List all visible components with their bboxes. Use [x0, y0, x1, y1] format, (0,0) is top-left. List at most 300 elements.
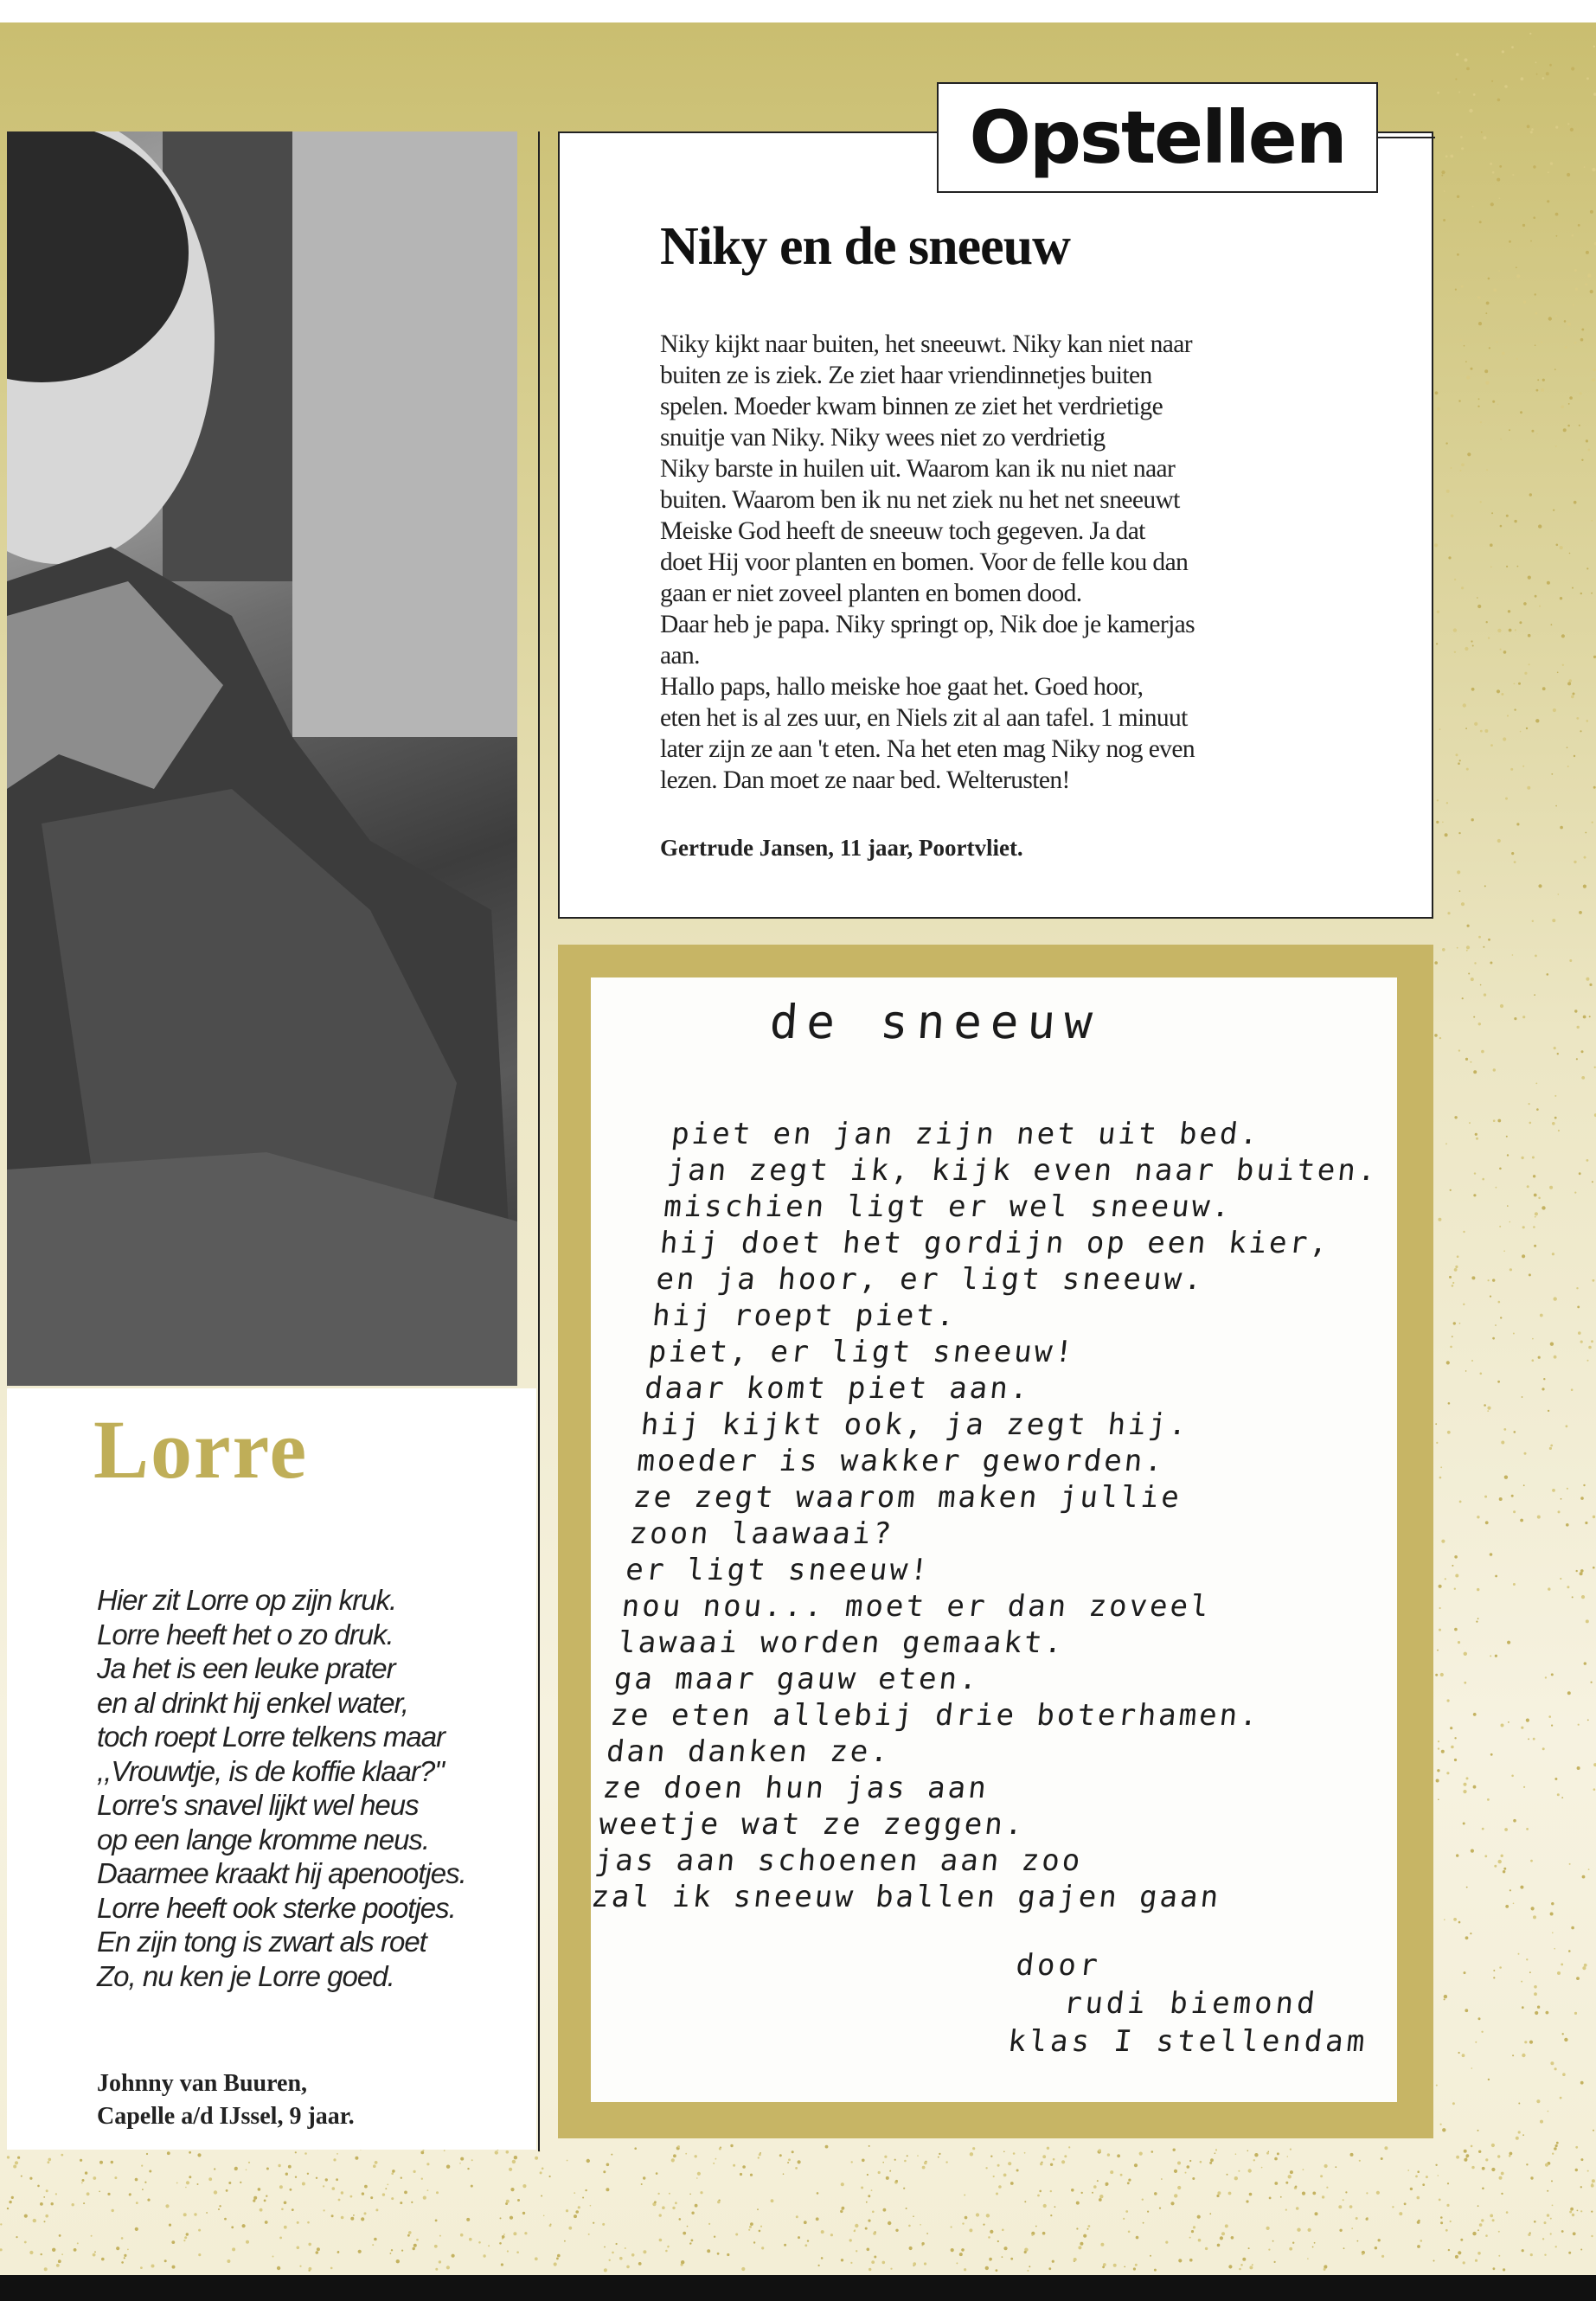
speckle-dot: [1586, 77, 1589, 80]
speckle-dot: [549, 2176, 551, 2177]
speckle-dot: [1483, 946, 1484, 948]
speckle-dot: [48, 2158, 52, 2162]
speckle-dot: [1560, 546, 1563, 549]
speckle-dot: [15, 2161, 18, 2164]
speckle-dot: [382, 2193, 385, 2195]
speckle-dot: [1481, 2219, 1484, 2221]
speckle-dot: [1554, 1356, 1557, 1359]
speckle-dot: [1220, 2236, 1223, 2240]
speckle-dot: [1473, 1070, 1477, 1074]
speckle-dot: [1487, 1407, 1490, 1410]
speckle-dot: [1437, 1650, 1439, 1651]
speckle-dot: [1150, 2255, 1151, 2257]
speckle-dot: [37, 2185, 40, 2188]
speckle-dot: [1521, 1727, 1523, 1729]
speckle-dot: [277, 2266, 280, 2270]
speckle-dot: [673, 2154, 676, 2157]
speckle-dot: [1295, 2186, 1298, 2189]
speckle-dot: [1113, 2264, 1117, 2267]
speckle-dot: [1477, 2205, 1479, 2207]
speckle-dot: [1581, 1050, 1584, 1053]
speckle-dot: [1574, 1192, 1576, 1194]
speckle-dot: [1463, 1790, 1466, 1793]
speckle-dot: [1527, 125, 1530, 128]
speckle-dot: [1519, 621, 1522, 624]
speckle-dot: [1534, 1992, 1537, 1996]
speckle-dot: [1516, 2137, 1519, 2140]
speckle-dot: [1584, 856, 1586, 859]
speckle-dot: [750, 2174, 753, 2176]
speckle-dot: [1454, 1737, 1456, 1739]
handwritten-line: hij doet het gordijn op een kier,: [658, 1226, 1332, 1260]
speckle-dot: [1499, 1168, 1502, 1170]
speckle-dot: [588, 2234, 590, 2235]
speckle-dot: [1523, 1786, 1525, 1788]
speckle-dot: [1578, 1724, 1580, 1726]
speckle-dot: [1473, 1194, 1476, 1196]
speckle-dot: [295, 2151, 297, 2153]
speckle-dot: [1556, 544, 1559, 547]
speckle-dot: [1592, 2179, 1595, 2182]
handwritten-title: de sneeuw: [767, 995, 1103, 1049]
speckle-dot: [121, 2261, 124, 2264]
speckle-dot: [1573, 693, 1575, 695]
speckle-dot: [1499, 198, 1501, 200]
speckle-dot: [638, 2262, 642, 2266]
speckle-dot: [609, 2259, 611, 2261]
speckle-dot: [1574, 342, 1577, 344]
speckle-dot: [1037, 2195, 1040, 2197]
story-line: buiten. Waarom ben ik nu net ziek nu het net sneeuwt: [660, 486, 1180, 514]
speckle-dot: [1552, 2153, 1554, 2155]
speckle-dot: [753, 2241, 755, 2243]
speckle-dot: [1522, 224, 1525, 227]
speckle-dot: [1576, 1287, 1578, 1289]
speckle-dot: [317, 2247, 320, 2251]
speckle-dot: [1512, 2054, 1514, 2056]
speckle-dot: [1551, 624, 1553, 625]
column-divider: [538, 131, 540, 2151]
speckle-dot: [1272, 2240, 1274, 2242]
speckle-dot: [1488, 278, 1490, 280]
speckle-dot: [1471, 818, 1474, 821]
speckle-dot: [1551, 1902, 1554, 1905]
speckle-dot: [867, 2248, 870, 2252]
speckle-dot: [1247, 2150, 1249, 2152]
speckle-dot: [1285, 2209, 1287, 2211]
speckle-dot: [1556, 2142, 1559, 2144]
speckle-dot: [401, 2250, 403, 2252]
poem-line: Lorre's snavel lijkt wel heus: [97, 1789, 419, 1821]
speckle-dot: [1576, 717, 1579, 720]
speckle-dot: [1576, 1570, 1578, 1572]
speckle-dot: [1133, 2267, 1136, 2270]
poem-line: Hier zit Lorre op zijn kruk.: [97, 1584, 397, 1616]
speckle-dot: [1110, 2170, 1113, 2174]
speckle-dot: [735, 2234, 738, 2236]
speckle-dot: [1558, 1130, 1560, 1131]
speckle-dot: [1569, 679, 1573, 683]
speckle-dot: [1465, 1936, 1469, 1939]
speckle-dot: [1490, 962, 1492, 965]
speckle-dot: [1274, 2182, 1278, 2185]
speckle-dot: [818, 2265, 820, 2266]
speckle-dot: [413, 2244, 417, 2247]
speckle-dot: [1517, 566, 1519, 567]
speckle-dot: [856, 2250, 857, 2252]
speckle-dot: [1488, 637, 1490, 638]
speckle-dot: [1490, 163, 1492, 165]
speckle-dot: [1504, 85, 1508, 88]
speckle-dot: [459, 2163, 461, 2164]
speckle-dot: [1582, 1966, 1586, 1970]
speckle-dot: [1343, 2247, 1345, 2249]
speckle-dot: [1437, 1769, 1439, 1772]
speckle-dot: [1439, 1607, 1441, 1609]
speckle-dot: [1485, 2158, 1488, 2161]
handwritten-line: ze zegt waarom maken jullie: [631, 1480, 1183, 1515]
speckle-dot: [1503, 1870, 1505, 1873]
speckle-dot: [866, 2202, 868, 2203]
speckle-dot: [972, 2147, 975, 2150]
speckle-dot: [1542, 379, 1545, 381]
speckle-dot: [176, 2182, 178, 2184]
speckle-dot: [1557, 1793, 1560, 1796]
speckle-dot: [1511, 852, 1514, 855]
speckle-dot: [1441, 175, 1443, 176]
speckle-dot: [1478, 936, 1481, 939]
speckle-dot: [556, 2258, 559, 2260]
speckle-dot: [1454, 1759, 1457, 1761]
speckle-dot: [807, 2240, 809, 2241]
speckle-dot: [1446, 1772, 1449, 1774]
speckle-dot: [1478, 322, 1482, 325]
speckle-dot: [1463, 1823, 1465, 1825]
speckle-dot: [1435, 391, 1439, 394]
speckle-dot: [1494, 1865, 1497, 1868]
speckle-dot: [186, 2233, 189, 2235]
speckle-dot: [1555, 2246, 1557, 2247]
speckle-dot: [1444, 1998, 1445, 2000]
speckle-dot: [501, 2263, 503, 2266]
speckle-dot: [308, 2243, 311, 2247]
speckle-dot: [1473, 1713, 1477, 1716]
speckle-dot: [1554, 1047, 1556, 1049]
speckle-dot: [1092, 2192, 1093, 2194]
speckle-dot: [1555, 315, 1557, 317]
speckle-dot: [1512, 954, 1514, 956]
speckle-dot: [1099, 2195, 1103, 2198]
speckle-dot: [1576, 1977, 1580, 1980]
speckle-dot: [1551, 1673, 1554, 1676]
speckle-dot: [1450, 1346, 1452, 1349]
speckle-dot: [1471, 977, 1474, 981]
speckle-dot: [1464, 1783, 1467, 1786]
speckle-dot: [513, 2232, 516, 2235]
speckle-dot: [784, 2244, 786, 2247]
speckle-dot: [420, 2151, 424, 2155]
speckle-dot: [1240, 2264, 1243, 2266]
speckle-dot: [435, 2220, 438, 2222]
speckle-dot: [323, 2185, 324, 2187]
speckle-dot: [1289, 2247, 1292, 2251]
speckle-dot: [1010, 2182, 1014, 2185]
speckle-dot: [1125, 2210, 1128, 2213]
handwritten-line: weetje wat ze zeggen.: [597, 1807, 1028, 1842]
speckle-dot: [1477, 2252, 1481, 2255]
speckle-dot: [1466, 945, 1470, 949]
speckle-dot: [1540, 1314, 1543, 1317]
speckle-dot: [1560, 826, 1563, 830]
signature-name: rudi biemond: [1061, 1986, 1320, 2021]
speckle-dot: [1161, 2178, 1163, 2180]
handwritten-line: daar komt piet aan.: [643, 1371, 1033, 1406]
speckle-dot: [1261, 2167, 1263, 2169]
speckle-dot: [21, 2176, 22, 2177]
speckle-dot: [1528, 576, 1531, 580]
speckle-dot: [337, 2251, 339, 2253]
speckle-dot: [1569, 553, 1571, 554]
speckle-dot: [1524, 672, 1527, 675]
speckle-dot: [878, 2171, 881, 2174]
speckle-dot: [281, 2208, 284, 2211]
speckle-dot: [1501, 693, 1503, 695]
speckle-dot: [1491, 2168, 1495, 2171]
speckle-dot: [194, 2213, 196, 2215]
speckle-dot: [988, 2236, 990, 2239]
speckle-dot: [717, 2253, 720, 2255]
speckle-dot: [575, 2210, 579, 2214]
speckle-dot: [1312, 2247, 1314, 2248]
speckle-dot: [391, 2197, 394, 2200]
speckle-dot: [1513, 1333, 1515, 1335]
speckle-dot: [1534, 2221, 1536, 2223]
speckle-dot: [1477, 2130, 1479, 2131]
speckle-dot: [1573, 2232, 1576, 2235]
speckle-dot: [1165, 2241, 1168, 2244]
speckle-dot: [1572, 2214, 1574, 2216]
handwritten-line: en ja hoor, er ligt sneeuw.: [654, 1262, 1207, 1297]
speckle-dot: [1177, 2186, 1181, 2189]
speckle-dot: [149, 2170, 151, 2173]
speckle-dot: [543, 2215, 545, 2217]
speckle-dot: [1285, 2182, 1288, 2184]
speckle-dot: [1461, 147, 1464, 150]
speckle-dot: [1487, 1798, 1490, 1801]
speckle-dot: [503, 2234, 505, 2235]
speckle-dot: [1248, 2169, 1252, 2172]
speckle-dot: [997, 2164, 1000, 2167]
speckle-dot: [80, 2159, 82, 2162]
speckle-dot: [1509, 429, 1510, 431]
speckle-dot: [1533, 1226, 1535, 1228]
speckle-dot: [227, 2259, 230, 2263]
speckle-dot: [757, 2208, 759, 2210]
speckle-dot: [1435, 1674, 1438, 1676]
speckle-dot: [1103, 2263, 1106, 2266]
speckle-dot: [1524, 1452, 1527, 1455]
speckle-dot: [849, 2239, 852, 2241]
speckle-dot: [1561, 1797, 1563, 1798]
speckle-dot: [231, 2226, 234, 2228]
speckle-dot: [695, 2155, 697, 2157]
speckle-dot: [1445, 833, 1448, 836]
speckle-dot: [1572, 1596, 1574, 1598]
speckle-dot: [1521, 1157, 1523, 1159]
speckle-dot: [333, 2158, 336, 2161]
speckle-dot: [842, 2207, 845, 2210]
speckle-dot: [469, 2238, 472, 2241]
speckle-dot: [1580, 2210, 1582, 2212]
speckle-dot: [1458, 1049, 1460, 1051]
speckle-dot: [713, 2163, 715, 2164]
speckle-dot: [1444, 1919, 1445, 1920]
speckle-dot: [1498, 2231, 1500, 2233]
speckle-dot: [467, 2168, 469, 2170]
speckle-dot: [1508, 1721, 1509, 1723]
speckle-dot: [416, 2239, 419, 2241]
speckle-dot: [1013, 2152, 1016, 2155]
speckle-dot: [1584, 1964, 1587, 1967]
speckle-dot: [1322, 2195, 1324, 2198]
speckle-dot: [1475, 1133, 1477, 1136]
speckle-dot: [1083, 2234, 1086, 2238]
story-line: Hallo paps, hallo meiske hoe gaat het. Goed hoor,: [660, 673, 1144, 701]
speckle-dot: [1478, 398, 1480, 400]
speckle-dot: [1457, 253, 1459, 256]
speckle-dot: [1434, 543, 1438, 547]
speckle-dot: [1465, 1370, 1467, 1372]
speckle-dot: [890, 2268, 892, 2270]
speckle-dot: [1454, 1268, 1458, 1272]
speckle-dot: [1492, 401, 1495, 403]
speckle-dot: [1458, 302, 1460, 304]
story-line: Niky barste in huilen uit. Waarom kan ik nu niet naar: [660, 455, 1176, 483]
speckle-dot: [1583, 1016, 1586, 1019]
speckle-dot: [1586, 1159, 1589, 1162]
handwritten-line: piet, er ligt sneeuw!: [646, 1335, 1077, 1369]
speckle-dot: [1234, 2176, 1238, 2180]
speckle-dot: [1567, 323, 1571, 326]
speckle-dot: [691, 2212, 694, 2214]
handwritten-line: dan danken ze.: [605, 1734, 893, 1769]
speckle-dot: [1498, 2255, 1500, 2257]
speckle-dot: [1471, 368, 1473, 370]
speckle-dot: [717, 2201, 720, 2203]
speckle-dot: [1460, 470, 1462, 471]
speckle-dot: [466, 2218, 470, 2221]
story-line: Daar heb je papa. Niky springt op, Nik doe je kamerjas: [660, 611, 1195, 638]
speckle-dot: [1417, 2245, 1420, 2248]
handwritten-line: er ligt sneeuw!: [624, 1553, 933, 1587]
speckle-dot: [1538, 1356, 1541, 1359]
speckle-dot: [1225, 2224, 1228, 2227]
speckle-dot: [1493, 1977, 1495, 1978]
speckle-dot: [1376, 2191, 1380, 2195]
speckle-dot: [1490, 1553, 1493, 1556]
speckle-dot: [872, 2211, 875, 2214]
speckle-dot: [1128, 2179, 1131, 2182]
signature-door: door: [1014, 1948, 1103, 1983]
speckle-dot: [602, 2223, 605, 2226]
speckle-dot: [1550, 1913, 1554, 1916]
speckle-dot: [1002, 2229, 1004, 2232]
speckle-dot: [1579, 425, 1580, 426]
speckle-dot: [1532, 1157, 1535, 1159]
signature-klas: klas I stellendam: [1006, 2024, 1370, 2059]
speckle-dot: [1443, 219, 1445, 221]
speckle-dot: [1458, 400, 1460, 401]
speckle-dot: [1417, 2221, 1420, 2224]
speckle-dot: [1010, 2258, 1013, 2260]
speckle-dot: [189, 2151, 191, 2154]
speckle-dot: [1288, 2175, 1292, 2178]
speckle-dot: [1530, 2253, 1533, 2256]
story-line: lezen. Dan moet ze naar bed. Welterusten!: [660, 766, 1070, 794]
speckle-dot: [1462, 997, 1464, 999]
speckle-dot: [99, 2191, 100, 2193]
speckle-dot: [1466, 375, 1470, 379]
speckle-dot: [341, 2191, 343, 2194]
speckle-dot: [1378, 2239, 1381, 2241]
speckle-dot: [1511, 46, 1514, 48]
speckle-dot: [299, 2266, 301, 2267]
speckle-dot: [1362, 2253, 1363, 2255]
speckle-dot: [408, 2231, 412, 2234]
speckle-dot: [585, 2189, 586, 2191]
speckle-dot: [1516, 274, 1520, 278]
speckle-dot: [510, 2188, 514, 2191]
speckle-dot: [1335, 2166, 1336, 2168]
speckle-dot: [1528, 2234, 1530, 2236]
speckle-dot: [1436, 2085, 1438, 2086]
speckle-dot: [1580, 2249, 1582, 2251]
speckle-dot: [167, 2151, 170, 2155]
story-line: doet Hij voor planten en bomen. Voor de felle kou dan: [660, 548, 1189, 576]
speckle-dot: [413, 2247, 415, 2250]
speckle-dot: [1572, 234, 1574, 236]
speckle-dot: [1531, 128, 1534, 131]
speckle-dot: [1567, 1691, 1571, 1695]
speckle-dot: [1569, 2211, 1572, 2214]
speckle-dot: [1472, 645, 1474, 647]
speckle-dot: [41, 2253, 42, 2255]
speckle-dot: [816, 2217, 819, 2221]
speckle-dot: [1123, 2218, 1125, 2220]
speckle-dot: [1436, 821, 1439, 824]
speckle-dot: [675, 2202, 677, 2204]
speckle-dot: [1280, 2196, 1282, 2198]
speckle-dot: [375, 2161, 378, 2164]
speckle-dot: [1520, 1519, 1523, 1522]
speckle-dot: [1513, 1510, 1516, 1513]
speckle-dot: [1509, 1889, 1511, 1891]
speckle-dot: [1440, 2221, 1443, 2224]
speckle-dot: [990, 2156, 992, 2157]
speckle-dot: [1457, 1255, 1459, 1258]
speckle-dot: [1440, 1466, 1442, 1468]
speckle-dot: [1514, 708, 1516, 710]
speckle-dot: [444, 2150, 445, 2151]
speckle-dot: [198, 2253, 201, 2256]
speckle-dot: [1493, 1068, 1496, 1071]
speckle-dot: [1485, 312, 1487, 314]
speckle-dot: [1490, 1753, 1493, 1756]
speckle-dot: [578, 2206, 580, 2208]
speckle-dot: [1487, 1410, 1489, 1412]
speckle-dot: [169, 2224, 171, 2227]
speckle-dot: [1574, 1009, 1577, 1012]
